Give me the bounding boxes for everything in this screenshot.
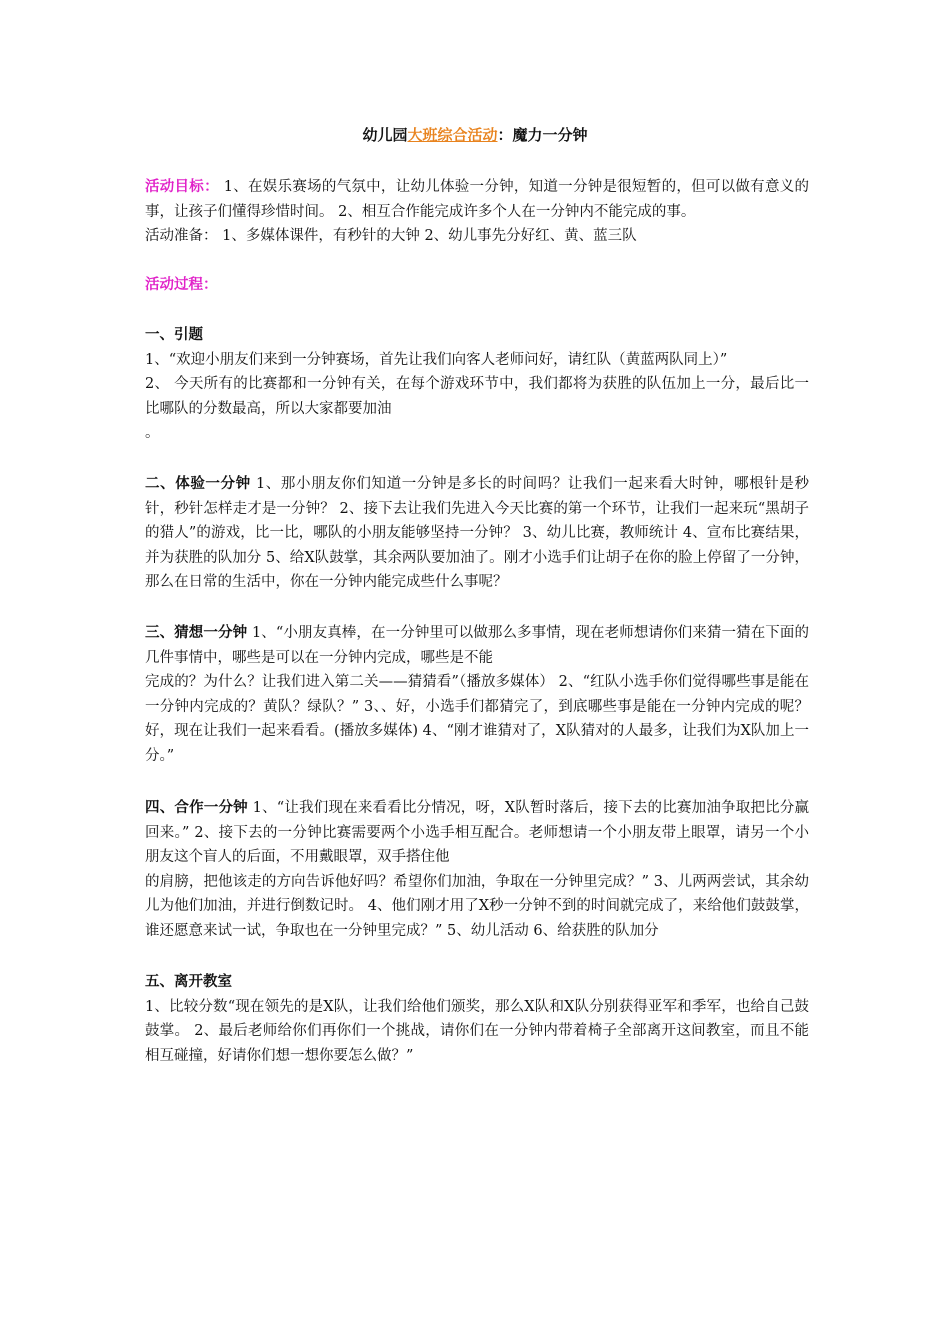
section-3-paragraph-1 bbox=[145, 621, 809, 670]
section-4-paragraph-2: 的肩膀，把他该走的方向告诉他好吗？希望你们加油，争取在一分钟里完成？” 3、儿两两尝试，其余幼儿为他们加油，并进行倒数记时。 4、他们刚才用了X秒一分钟不到的时间就完成了，来给他们鼓鼓掌，谁还愿意来试一试，争取也在一分钟里完成？” 5、幼儿活动 6、给获胜的队加分 bbox=[145, 873, 809, 939]
section-4-text-1: 1、“让我们现在来看看比分情况，呀，X队暂时落后，接下去的比赛加油争取把比分赢回来。” 2、接下去的一分钟比赛需要两个小选手相互配合。老师想请一个小朋友带上眼罩，请另一个小朋友这个盲人的后面，不用戴眼罩，双手搭住他 bbox=[145, 800, 809, 865]
section-4 bbox=[145, 796, 809, 943]
goal-section bbox=[145, 175, 809, 249]
section-1-line-1: 1、“欢迎小朋友们来到一分钟赛场，首先让我们向客人老师问好，请红队（黄蓝两队同上）” bbox=[145, 351, 728, 368]
section-1-line-2: 2、 今天所有的比赛都和一分钟有关，在每个游戏环节中，我们都将为获胜的队伍加上一分，最后比一比哪队的分数最高，所以大家都要加油 bbox=[145, 376, 809, 417]
section-4-heading: 四、合作一分钟 bbox=[145, 799, 248, 816]
process-section bbox=[145, 273, 809, 298]
goal-paragraph bbox=[145, 175, 809, 224]
process-label: 活动过程： bbox=[145, 276, 218, 293]
section-3-heading: 三、猜想一分钟 bbox=[145, 624, 248, 641]
title-suffix: ：魔力一分钟 bbox=[497, 126, 588, 144]
title-link[interactable]: 大班综合活动 bbox=[407, 126, 498, 144]
section-3 bbox=[145, 621, 809, 768]
section-5 bbox=[145, 970, 809, 1068]
goal-text: 1、在娱乐赛场的气氛中，让幼儿体验一分钟，知道一分钟是很短暂的，但可以做有意义的事，让孩子们懂得珍惜时间。 2、相互合作能完成许多个人在一分钟内不能完成的事。 bbox=[145, 179, 809, 220]
section-2-text: 1、那小朋友你们知道一分钟是多长的时间吗？让我们一起来看大时钟，哪根针是秒针，秒针怎样走才是一分钟？ 2、接下去让我们先进入今天比赛的第一个环节，让我们一起来玩“黑胡子的猎人”的游戏，比一比，哪队的小朋友能够坚持一分钟？ 3、幼儿比赛，教师统计 4、宣布比赛结果，并为获胜的队加分 5、给X队鼓掌，其余两队要加油了。刚才小选手们让胡子在你的脸上停留了一分钟，那么在日常的生活中，你在一分钟内能完成些什么事呢？ bbox=[145, 476, 809, 590]
goal-label: 活动目标： bbox=[145, 178, 219, 195]
title-prefix: 幼儿园 bbox=[362, 126, 408, 144]
section-1-heading: 一、引题 bbox=[145, 326, 203, 343]
section-1-line-3: 。 bbox=[145, 425, 160, 441]
section-5-text: 1、比较分数“现在领先的是X队，让我们给他们颁奖，那么X队和X队分别获得亚军和季军，也给自己鼓鼓掌。 2、最后老师给你们再你们一个挑战，请你们在一分钟内带着椅子全部离开这间教室，而且不能相互碰撞，好请你们想一想你要怎么做？” bbox=[145, 998, 809, 1064]
section-2-paragraph bbox=[145, 472, 809, 595]
section-1 bbox=[145, 323, 809, 446]
section-4-paragraph-1 bbox=[145, 796, 809, 870]
prep-paragraph: 活动准备： 1、多媒体课件，有秒针的大钟 2、幼儿事先分好红、黄、蓝三队 bbox=[145, 228, 637, 244]
section-2 bbox=[145, 472, 809, 595]
section-5-heading: 五、离开教室 bbox=[145, 973, 232, 990]
document-title bbox=[0, 123, 950, 147]
section-3-text-1: 1、“小朋友真棒，在一分钟里可以做那么多事情，现在老师想请你们来猜一猜在下面的几件事情中，哪些是可以在一分钟内完成，哪些是不能 bbox=[145, 625, 810, 666]
section-3-paragraph-2: 完成的？为什么？让我们进入第二关——猜猜看”（播放多媒体） 2、“红队小选手你们觉得哪些事是能在一分钟内完成的？黄队？绿队？” 3、、好，小选手们都猜完了，到底哪些事是能在一分钟内完成的呢？好，现在让我们一起来看看。(播放多媒体) 4、“刚才谁猜对了，X队猜对的人最多，让我们为X队加上一分。” bbox=[145, 674, 809, 764]
section-2-heading: 二、体验一分钟 bbox=[145, 475, 251, 492]
